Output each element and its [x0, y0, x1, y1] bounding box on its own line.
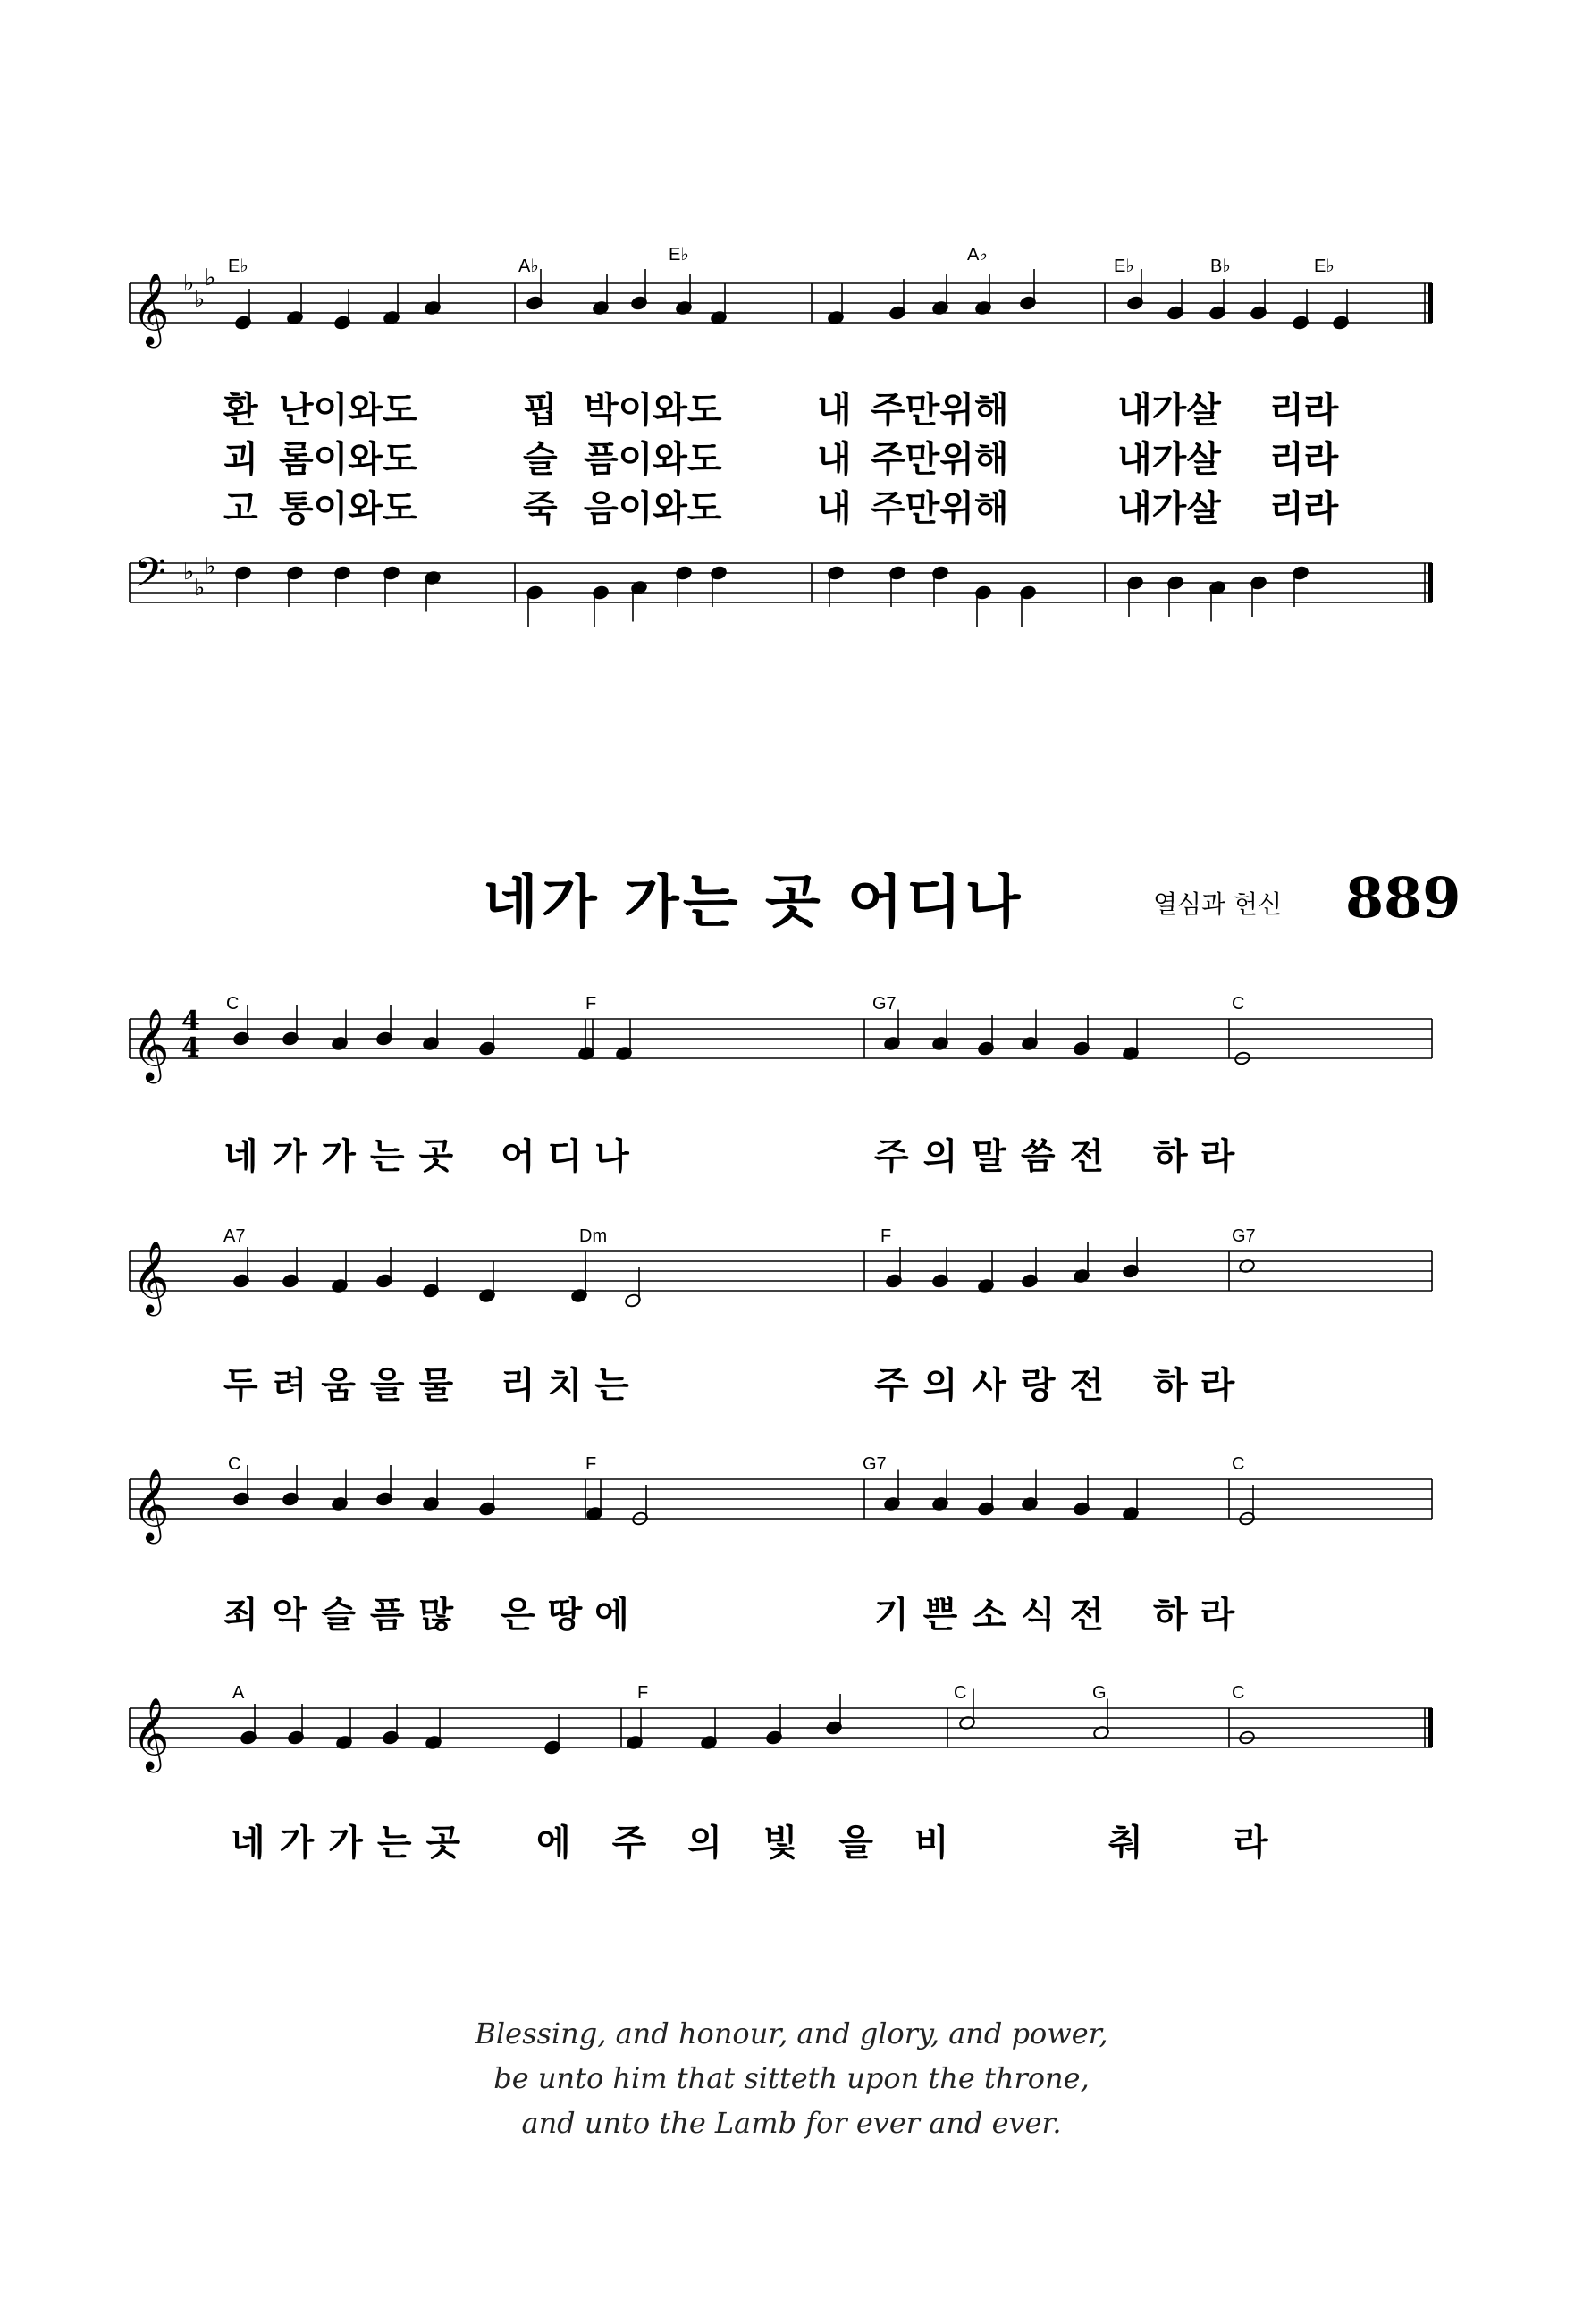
treble-clef: 𝄞 — [132, 1240, 170, 1313]
treble-clef: 𝄞 — [132, 1007, 170, 1081]
lyric-line-part: 리 치 는 — [501, 1365, 629, 1406]
chord-symbol: E♭ — [228, 257, 248, 276]
lyric-word: 리라 — [1269, 488, 1339, 529]
bass-clef: 𝄢 — [134, 549, 167, 607]
lyric-line-part: 주의사랑전 — [874, 1365, 1119, 1406]
lyric-syllable: 슬 — [523, 439, 558, 480]
lyric-line-part: 네가가는곳 — [223, 1136, 468, 1177]
chord-symbol: F — [637, 1683, 649, 1703]
lyric-line-part: 라 — [1234, 1823, 1268, 1864]
lyric-syllable: 환 — [223, 390, 258, 431]
final-barline — [1428, 283, 1433, 323]
chord-symbol: G7 — [872, 994, 897, 1014]
treble-clef: 𝄞 — [132, 272, 170, 345]
hymn-category: 열심과 헌신 — [1153, 889, 1283, 919]
time-signature-top: 4 — [181, 1006, 200, 1037]
lyric-word: 내가살 — [1117, 488, 1221, 529]
lyric-word: 롬이와도 — [279, 439, 417, 480]
treble-clef: 𝄞 — [132, 1697, 170, 1770]
chord-symbol: C — [228, 1454, 241, 1474]
chord-symbol: G7 — [1232, 1226, 1256, 1246]
chord-symbol: E♭ — [669, 245, 689, 265]
treble-clef: 𝄞 — [132, 1468, 170, 1541]
verse-line: and unto the Lamb for ever and ever. — [521, 2106, 1062, 2140]
lyric-word: 주만위해 — [871, 488, 1009, 529]
chord-symbol: Dm — [579, 1226, 608, 1246]
lyric-line-part: 하 라 — [1153, 1595, 1235, 1636]
lyric-line-part: 하 라 — [1153, 1365, 1235, 1406]
chord-symbol: C — [226, 994, 240, 1014]
lyric-word: 박이와도 — [584, 390, 722, 431]
lyric-syllable: 내 — [817, 488, 852, 529]
key-signature-flat: ♭ — [205, 553, 216, 580]
lyric-line-part: 어 디 나 — [501, 1136, 629, 1177]
chord-symbol: E♭ — [1314, 257, 1335, 276]
lyric-word: 음이와도 — [584, 488, 722, 529]
lyric-syllable: 고 — [223, 488, 258, 529]
lyric-line-part: 주의말씀전 — [874, 1136, 1119, 1177]
lyric-word: 통이와도 — [279, 488, 417, 529]
chord-symbol: C — [1232, 994, 1245, 1014]
chord-symbol: A7 — [223, 1226, 246, 1246]
lyric-line-part: 은 땅 에 — [501, 1595, 629, 1636]
chord-symbol: A♭ — [518, 257, 539, 276]
lyric-line-part: 춰 — [1108, 1823, 1143, 1864]
top-treble-staff — [130, 265, 1433, 348]
time-signature — [181, 1008, 200, 1062]
lyric-word: 픔이와도 — [584, 439, 722, 480]
hymn-title: 네가 가는 곳 어디나 — [483, 869, 1024, 936]
chord-symbol: A♭ — [967, 245, 988, 265]
chord-symbol: A — [232, 1683, 245, 1703]
chord-symbol: C — [1232, 1683, 1245, 1703]
lyric-line-part: 하 라 — [1153, 1136, 1235, 1177]
lyric-syllable: 괴 — [223, 439, 258, 480]
lyric-line-part: 기쁜소식전 — [874, 1595, 1119, 1636]
final-barline — [1428, 563, 1433, 602]
verse-line: Blessing, and honour, and glory, and power, — [475, 2017, 1108, 2050]
lyric-word: 리라 — [1269, 390, 1339, 431]
chord-symbol: F — [880, 1226, 892, 1246]
lyric-word: 주만위해 — [871, 439, 1009, 480]
key-signature-flat: ♭ — [183, 270, 195, 297]
key-signature-flat: ♭ — [205, 265, 216, 291]
lyric-word: 주만위해 — [871, 390, 1009, 431]
lyric-line-part: 에 주 의 빛 을 비 — [536, 1823, 949, 1864]
key-signature-flat: ♭ — [183, 559, 195, 585]
lyric-syllable: 내 — [817, 390, 852, 431]
key-signature-flat: ♭ — [194, 286, 206, 313]
chord-symbol: F — [585, 1454, 597, 1474]
chord-symbol: F — [585, 994, 597, 1014]
chord-symbol: G7 — [863, 1454, 887, 1474]
lyric-syllable: 핍 — [523, 390, 558, 431]
lyric-line-part: 죄악슬픔많 — [223, 1595, 468, 1636]
chord-symbol: E♭ — [1114, 257, 1134, 276]
lyric-syllable: 내 — [817, 439, 852, 480]
final-barline — [1428, 1708, 1433, 1747]
top-bass-staff — [130, 549, 1433, 627]
lyric-word: 내가살 — [1117, 390, 1221, 431]
hymn-number: 889 — [1345, 865, 1461, 930]
lyric-line-part: 두려움을물 — [223, 1365, 468, 1406]
lyric-syllable: 죽 — [523, 488, 558, 529]
time-signature-bottom: 4 — [181, 1032, 200, 1064]
verse-line: be unto him that sitteth upon the throne, — [493, 2061, 1090, 2095]
chord-symbol: C — [1232, 1454, 1245, 1474]
lyric-word: 리라 — [1269, 439, 1339, 480]
lyric-word: 난이와도 — [279, 390, 417, 431]
lyric-line-part: 네가가는곳 — [231, 1823, 476, 1864]
chord-symbol: C — [954, 1683, 967, 1703]
chord-symbol: B♭ — [1210, 257, 1231, 276]
chord-symbol: G — [1092, 1683, 1107, 1703]
key-signature-flat: ♭ — [194, 575, 206, 602]
lyric-word: 내가살 — [1117, 439, 1221, 480]
